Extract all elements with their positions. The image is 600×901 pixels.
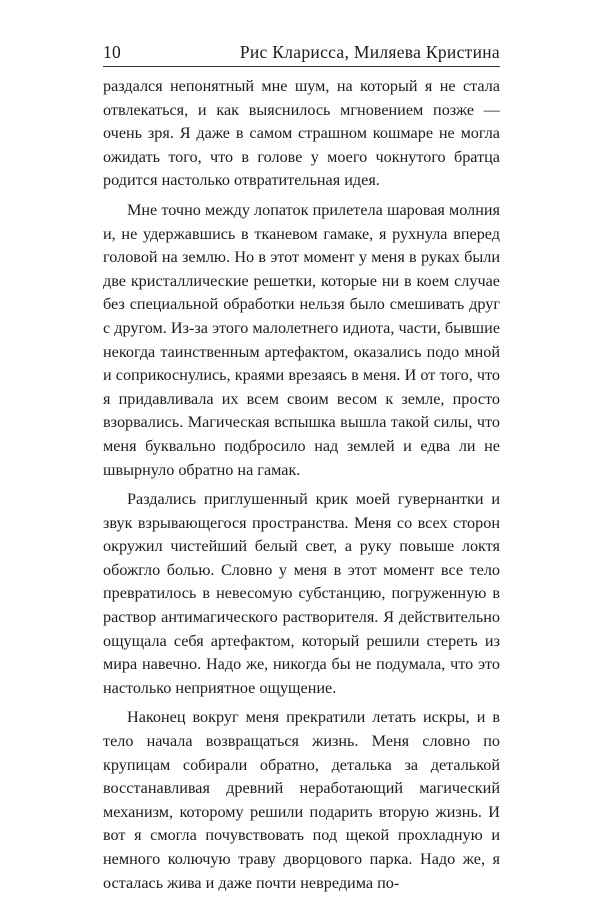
running-title: Рис Кларисса, Миляева Кристина — [239, 42, 500, 62]
paragraph: Мне точно между лопаток прилетела шаровая молния и, не удержавшись в тканевом гамаке, я рухнула вперед головой на землю. Но в этот момент у меня в руках были две кристаллические решетки, которые ни в коем случае без специальной обработки нельзя было смешивать друг с другом. Из-за этого малолетнего идиота, части, бывшие некогда таинственным артефактом, оказались подо мной и соприкоснулись, краями врезаясь в меня. И от того, что я придавливала их всем своим весом к земле, просто взорвались. Магическая вспышка вышла такой силы, что меня буквально подбросило над землей и едва ли не швырнуло обратно на гамак. — [103, 200, 500, 479]
paragraph: раздался непонятный мне шум, на который я не стала отвлекаться, и как выяснилось мгновением позже — очень зря. Я даже в самом страшном кошмаре не могла ожидать того, что в голове у моего чокнутого братца родится настолько отвратительная идея. — [103, 77, 500, 190]
paragraph: Наконец вокруг меня прекратили летать искры, и в тело начала возвращаться жизнь. Меня словно по крупицам собирали обратно, деталька за деталькой восстанавливая древний неработающий магический механизм, которому решили подарить вторую жизнь. И вот я смогла почувствовать под щекой прохладную и немного колючую траву дворцового парка. Надо же, я осталась жива и даже почти невредима по- — [103, 708, 500, 892]
header-divider — [103, 66, 500, 67]
paragraph: Раздались приглушенный крик моей гувернантки и звук взрывающегося пространства. Меня со всех сторон окружил чистейший белый свет, а руку повыше локтя обожгло болью. Словно у меня в этот момент все тело превратилось в невесомую субстанцию, погруженную в раствор антимагического растворителя. Я действительно ощущала себя артефактом, который решили стереть из мира навечно. Надо же, никогда бы не подумала, что это настолько неприятное ощущение. — [103, 490, 500, 697]
page-number: 10 — [103, 42, 122, 62]
page-header — [103, 38, 500, 66]
body-text — [103, 75, 500, 901]
